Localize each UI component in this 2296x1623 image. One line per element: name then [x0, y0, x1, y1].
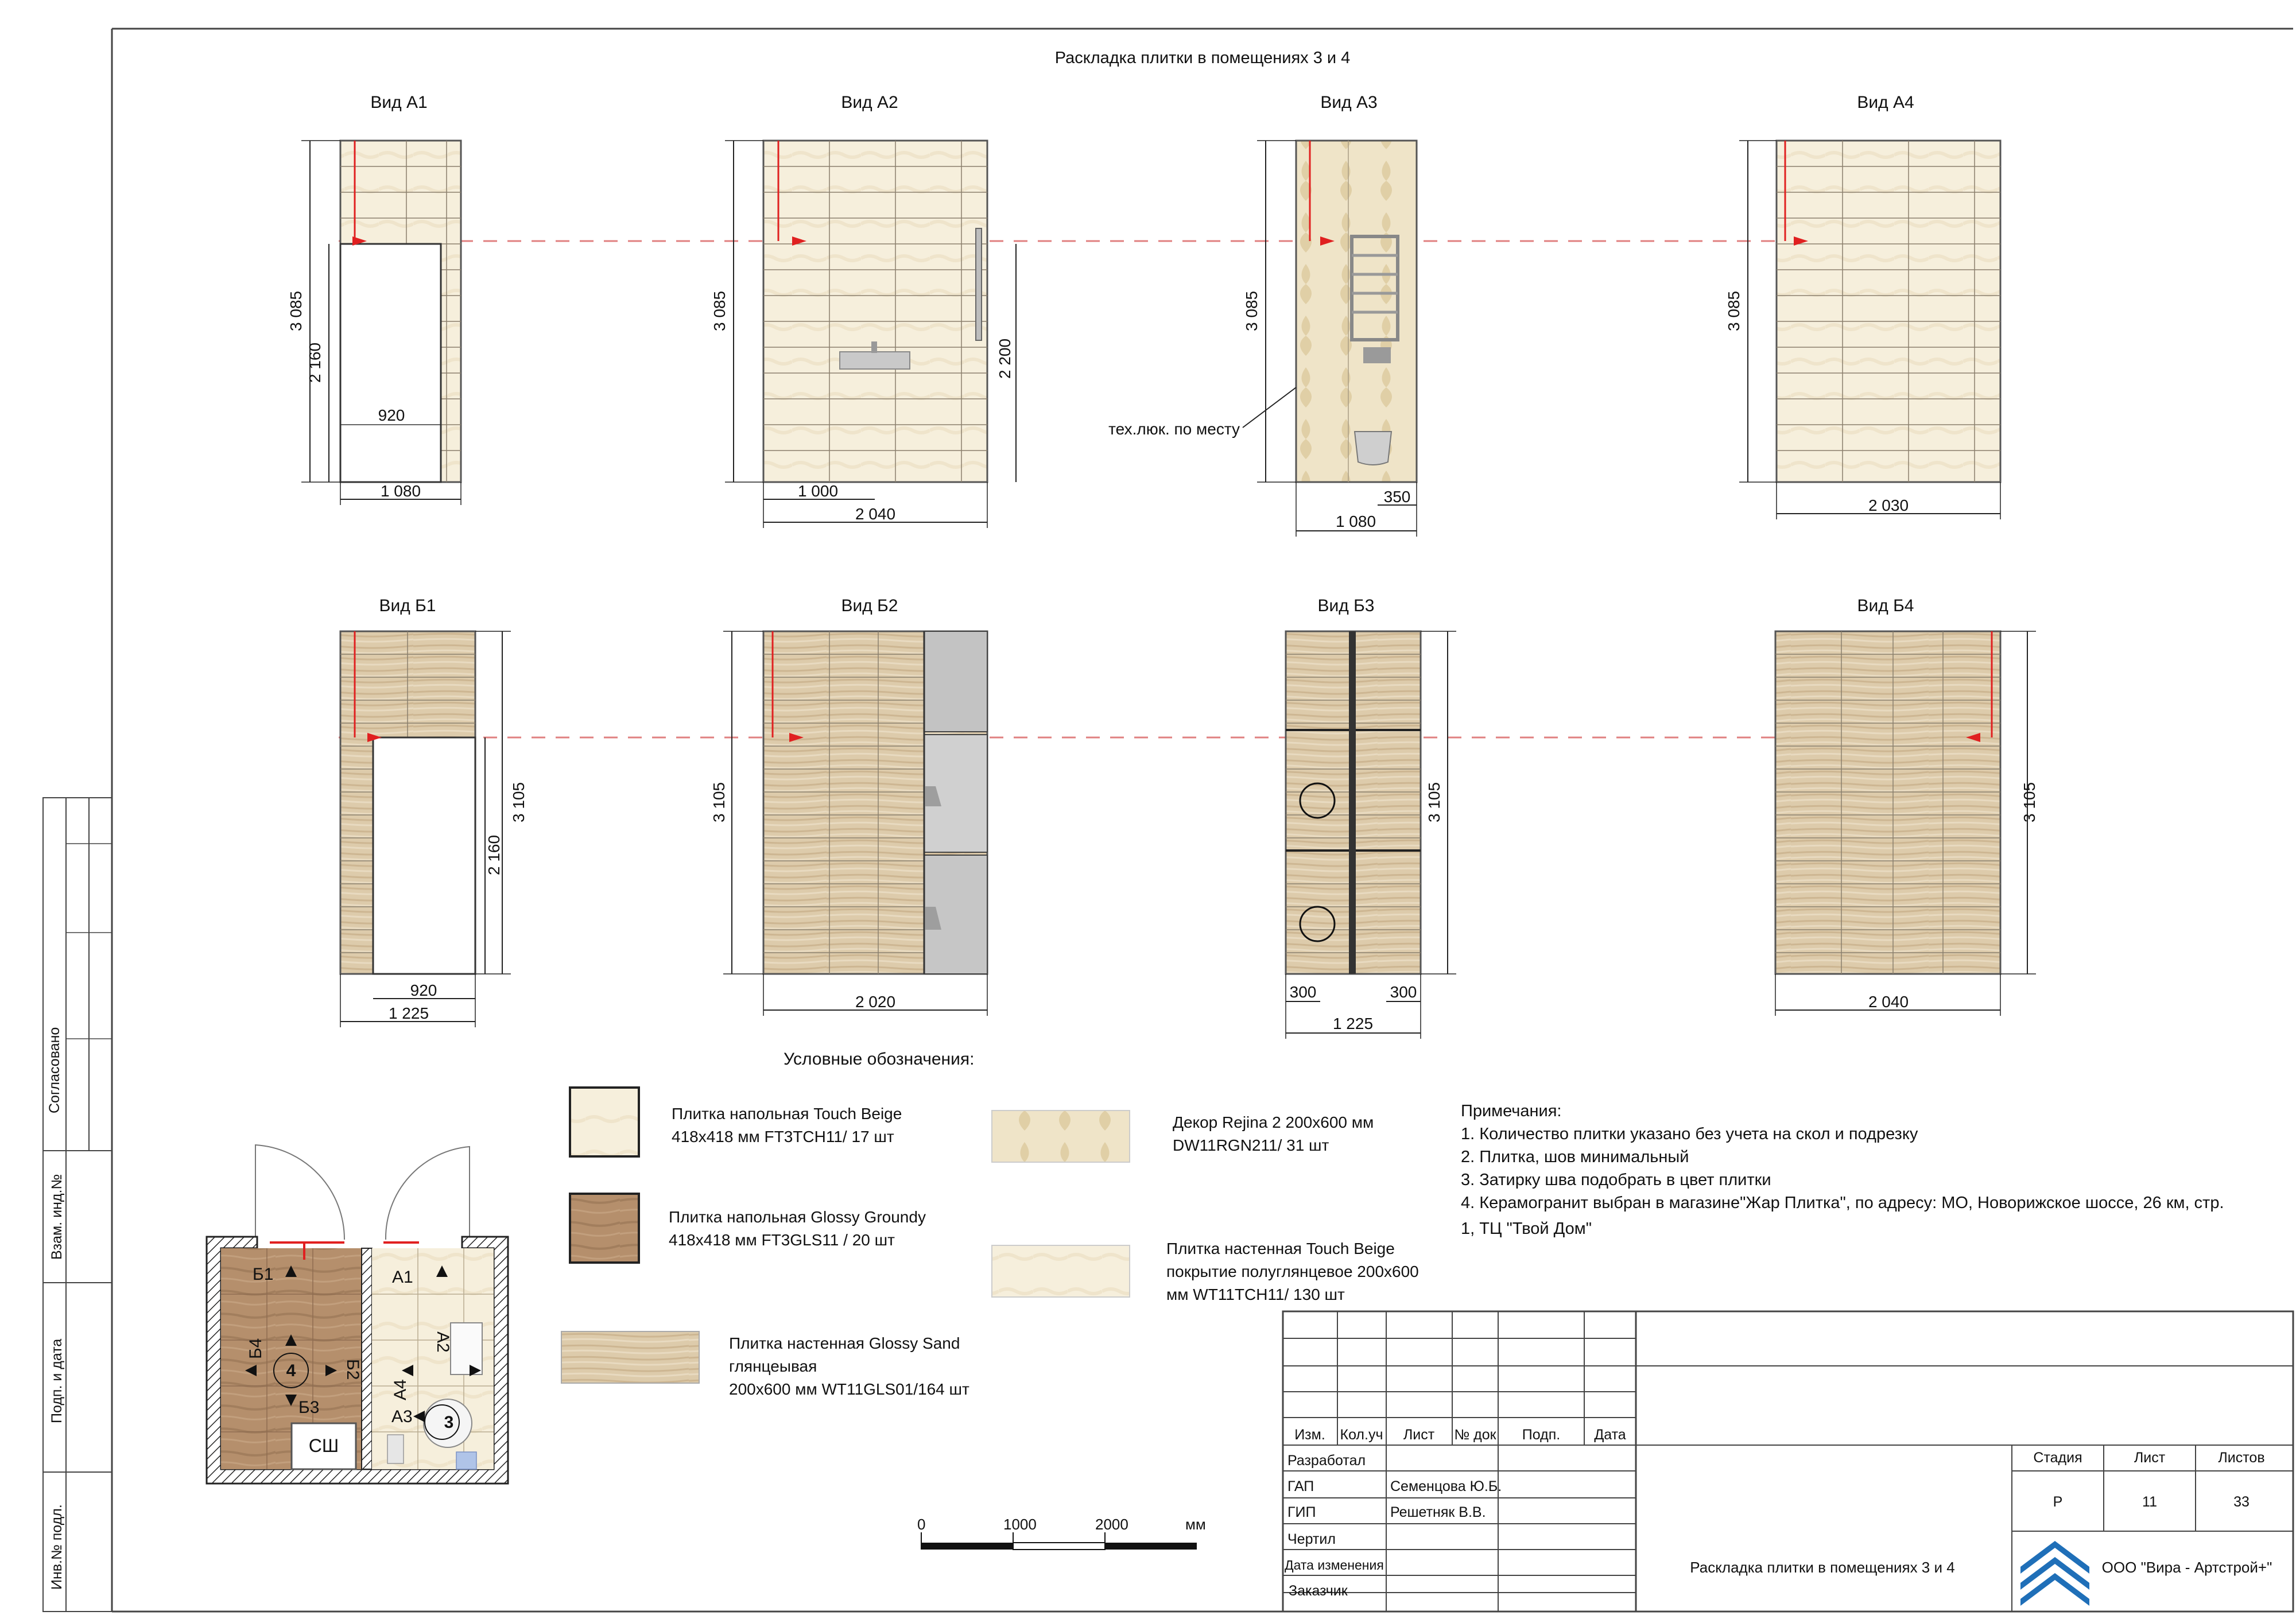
- legend-item-5: Плитка настенная Touch Beige покрытие полуглянцевое 200x600 мм WT11TCH11/ 130 шт: [1166, 1240, 1419, 1303]
- plan-label-a4: А4: [391, 1379, 410, 1400]
- tb-header-izm: Изм.: [1294, 1427, 1325, 1443]
- view-b1-dim-height: 3 105: [510, 782, 528, 823]
- plan-label-shaft: СШ: [308, 1435, 339, 1456]
- stamp-agreed: Согласовано: [46, 1027, 63, 1113]
- tb-name-gap: Семенцова Ю.Б.: [1390, 1478, 1502, 1494]
- note-2: 2. Плитка, шов минимальный: [1461, 1148, 1689, 1166]
- view-b1-door-opening: [373, 737, 475, 974]
- tb-header-doc: № док: [1454, 1427, 1496, 1443]
- legend: [561, 1050, 1424, 1398]
- view-a4-dim-height: 3 085: [1725, 290, 1743, 332]
- plan-label-3: 3: [444, 1413, 454, 1432]
- tb-title: Раскладка плитки в помещениях 3 и 4: [1690, 1559, 1955, 1576]
- view-a2-dim-rail-height: 2 200: [996, 338, 1014, 379]
- tb-name-gip: Решетняк В.В.: [1390, 1504, 1486, 1520]
- legend-item-1: Плитка напольная Touch Beige 418x418 мм FT3TCH11/ 17 шт: [672, 1105, 902, 1146]
- view-a1: [287, 93, 461, 505]
- notes-title: Примечания:: [1461, 1102, 1562, 1120]
- view-a3-dim-side: 350: [1383, 488, 1411, 506]
- view-b3-column: [1349, 631, 1356, 974]
- notes: [1461, 1102, 2224, 1238]
- view-b2-cabinet-top: [924, 631, 987, 732]
- tb-sheets-header: Листов: [2218, 1450, 2265, 1466]
- view-b2: [710, 596, 987, 1016]
- view-a2-sink: [840, 352, 910, 369]
- view-a1-dim-width: 1 080: [380, 482, 421, 500]
- side-stamp: [43, 798, 112, 1612]
- view-a3: [1108, 93, 1417, 537]
- view-a4-dim-width: 2 030: [1868, 496, 1909, 514]
- tb-role-gap: ГАП: [1287, 1478, 1314, 1494]
- view-a1-dim-door-width: 920: [378, 406, 405, 424]
- company-logo: [2018, 1534, 2092, 1606]
- legend-swatch-rejina: [992, 1111, 1130, 1162]
- legend-swatch-glossy-sand: [561, 1331, 699, 1383]
- scale-unit: мм: [1185, 1516, 1206, 1533]
- view-b3: [1286, 596, 1456, 1039]
- sheet-title: Раскладка плитки в помещениях 3 и 4: [1054, 49, 1351, 67]
- view-a3-dim-height: 3 085: [1243, 290, 1261, 332]
- tb-sheet-value: 11: [2142, 1494, 2157, 1510]
- tb-role-developed: Разработал: [1287, 1453, 1366, 1469]
- tb-sheets-value: 33: [2233, 1494, 2250, 1510]
- stamp-sign-date: Подп. и дата: [49, 1338, 65, 1423]
- view-b3-dim-height: 3 105: [1425, 782, 1443, 823]
- plan-partition: [362, 1248, 372, 1469]
- plan-label-b1: Б1: [253, 1265, 274, 1284]
- stamp-replace-inv: Взам. инд.№: [49, 1174, 65, 1260]
- tb-role-gip: ГИП: [1287, 1504, 1316, 1520]
- view-a4: [1725, 93, 2000, 519]
- view-b3-dim-width: 1 225: [1332, 1015, 1374, 1032]
- view-a1-dim-height: 3 085: [287, 290, 305, 332]
- view-a1-dim-door-height: 2 160: [306, 342, 324, 383]
- note-1: 1. Количество плитки указано без учета на скол и подрезку: [1461, 1125, 1918, 1143]
- note-5: 1, ТЦ "Твой Дом": [1461, 1220, 1592, 1238]
- tb-header-list: Лист: [1403, 1427, 1435, 1443]
- tb-sheet-header: Лист: [2134, 1450, 2166, 1466]
- plan-label-a2: А2: [433, 1331, 452, 1353]
- scale-tick-1000: 1000: [1003, 1516, 1037, 1533]
- view-b2-dim-width: 2 020: [855, 993, 896, 1011]
- view-b3-dim-right: 300: [1390, 983, 1417, 1001]
- title-block: [1283, 1311, 2293, 1612]
- view-a3-toilet: [1355, 432, 1391, 465]
- legend-swatch-groundy: [570, 1194, 639, 1263]
- view-a1-label: Вид А1: [370, 93, 428, 112]
- view-b1: [340, 596, 528, 1027]
- tb-header-sign: Подп.: [1522, 1427, 1561, 1443]
- tb-role-customer: Заказчик: [1289, 1583, 1348, 1599]
- plan-label-b4: Б4: [246, 1338, 265, 1359]
- plan-label-a1: А1: [392, 1268, 413, 1287]
- view-b4-dim-height: 3 105: [2020, 782, 2038, 823]
- note-4: 4. Керамогранит выбран в магазине"Жар Плитка", по адресу: МО, Новорижское шоссе, 26 км, стр.: [1461, 1194, 2224, 1212]
- tb-role-drew: Чертил: [1287, 1531, 1336, 1547]
- view-a2-dim-width: 2 040: [855, 505, 896, 523]
- view-a4-label: Вид А4: [1857, 93, 1914, 112]
- view-a2-dim-height: 3 085: [711, 290, 728, 332]
- view-a2-label: Вид А2: [841, 93, 898, 112]
- view-a2: [711, 93, 1016, 528]
- view-b2-label: Вид Б2: [841, 596, 898, 615]
- view-b1-dim-width: 1 225: [388, 1004, 429, 1022]
- legend-item-4: Декор Rejina 2 200x600 мм DW11RGN211/ 31 шт: [1173, 1113, 1374, 1154]
- tb-company: ООО "Вира - Артстрой+": [2101, 1559, 2272, 1576]
- plan-label-4: 4: [286, 1361, 296, 1380]
- note-3: 3. Затирку шва подобрать в цвет плитки: [1461, 1171, 1771, 1189]
- legend-swatch-touch-wall: [992, 1245, 1130, 1297]
- plan-label-b3: Б3: [298, 1398, 320, 1417]
- view-a3-dim-width: 1 080: [1335, 512, 1376, 530]
- view-b4-wall: [1775, 631, 2000, 974]
- view-b4-label: Вид Б4: [1857, 596, 1914, 615]
- view-a3-note: тех.люк. по месту: [1108, 420, 1240, 438]
- view-b4: [1775, 596, 2038, 1016]
- tb-role-changed: Дата изменения: [1285, 1558, 1384, 1572]
- tb-stage-header: Стадия: [2033, 1450, 2082, 1466]
- view-a1-door-opening: [340, 244, 441, 482]
- view-a3-label: Вид А3: [1320, 93, 1378, 112]
- plan-sink: [451, 1323, 482, 1374]
- view-b3-dim-left: 300: [1289, 983, 1317, 1001]
- view-b1-label: Вид Б1: [379, 596, 436, 615]
- legend-title: Условные обозначения:: [784, 1050, 975, 1069]
- tb-header-kolvo: Кол.уч: [1340, 1427, 1383, 1443]
- view-a2-towel-rail: [976, 228, 982, 340]
- floor-plan: [207, 1145, 508, 1484]
- plan-label-a3: А3: [391, 1407, 413, 1426]
- tb-header-date: Дата: [1594, 1427, 1626, 1443]
- scale-bar: [917, 1516, 1206, 1550]
- view-b4-dim-width: 2 040: [1868, 993, 1909, 1011]
- view-b3-label: Вид Б3: [1317, 596, 1375, 615]
- view-b1-dim-door-height: 2 160: [485, 834, 503, 876]
- plan-label-b2: Б2: [343, 1359, 362, 1380]
- tb-stage-value: Р: [2053, 1494, 2063, 1510]
- scale-tick-0: 0: [917, 1516, 926, 1533]
- view-a3-flush-panel: [1363, 347, 1391, 363]
- legend-swatch-touch-floor: [570, 1088, 639, 1156]
- view-b2-dim-height: 3 105: [710, 782, 728, 823]
- scale-tick-2000: 2000: [1095, 1516, 1128, 1533]
- legend-item-3: Плитка настенная Glossy Sand глянцеывая 200x600 мм WT11GLS01/164 шт: [729, 1334, 969, 1398]
- view-a2-dim-offset: 1 000: [797, 482, 839, 500]
- view-b1-dim-door-width: 920: [410, 981, 437, 999]
- legend-item-2: Плитка напольная Glossy Groundy 418x418 мм FT3GLS11 / 20 шт: [669, 1208, 926, 1249]
- stamp-inv-original: Инв.№ подл.: [49, 1504, 65, 1590]
